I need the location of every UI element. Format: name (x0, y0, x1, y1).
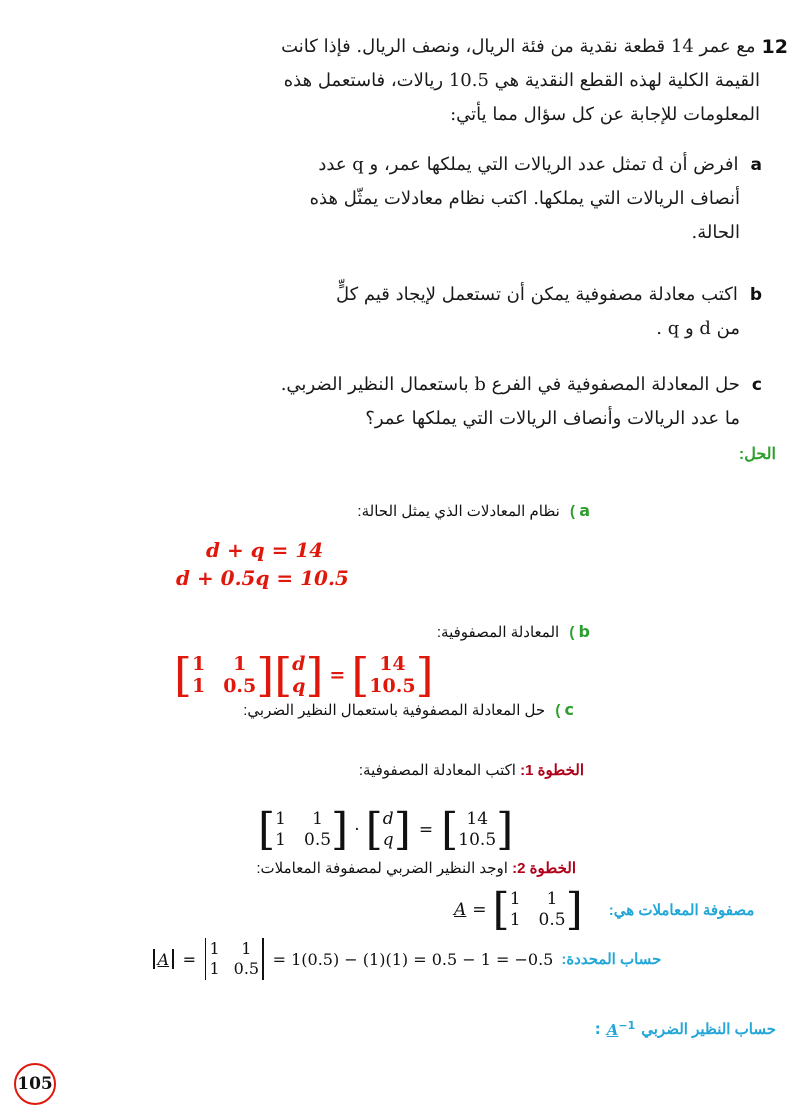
part-line: الحالة. (691, 222, 740, 243)
matrix-cell: q (292, 675, 306, 697)
matrix-cell: 1 (546, 889, 558, 909)
solution-b-label: b (578, 622, 590, 641)
matrix-cell: 1 (509, 910, 521, 930)
solution-a-text: نظام المعادلات الذي يمثل الحالة: (357, 503, 560, 520)
constant-vector: [ 14 10.5 ] (441, 804, 514, 855)
problem-12 (228, 30, 788, 132)
determinant-line: A = 1 1 1 0.5 = 1(0.5) − (1)(1) = 0.5 − 1 = −0.5 حساب المحددة: (150, 938, 661, 980)
matrix-cell: 0.5 (233, 959, 260, 978)
part-a (228, 148, 788, 250)
constant-vector: [ 14 10.5 ] (351, 648, 434, 702)
solution-c: c ) حل المعادلة المصفوفية باستعمال النظير الضربي: (243, 700, 574, 719)
determinant-label: حساب المحددة: (561, 951, 662, 968)
matrix-cell: 1 (209, 959, 220, 978)
determinant-matrix (202, 938, 267, 980)
solution-heading: الحل: (738, 446, 776, 463)
matrix-cell: 0.5 (538, 910, 566, 930)
page-number: 105 (17, 1074, 53, 1094)
inverse-exponent: −1 (618, 1019, 636, 1032)
part-label: a (750, 155, 762, 175)
problem-intro (228, 30, 788, 64)
matrix-cell: d (292, 653, 306, 675)
determinant-expression: = 1(0.5) − (1)(1) = 0.5 − 1 = −0.5 (272, 949, 554, 969)
solution-a: a ) نظام المعادلات الذي يمثل الحالة: (357, 501, 590, 520)
step-2 (256, 859, 576, 877)
matrix-cell: 1 (191, 675, 206, 697)
matrix-cell: 10.5 (458, 830, 497, 850)
step-1 (359, 761, 584, 779)
part-line: ما عدد الريالات وأنصاف الريالات التي يملكها عمر؟ (365, 408, 740, 429)
solution-a-label: a (579, 501, 590, 520)
problem-line: المعلومات للإجابة عن كل سؤال مما يأتي: (450, 104, 760, 125)
step-2-title: الخطوة 2: (512, 860, 576, 877)
matrix-cell: q (382, 830, 394, 850)
variable-vector: [ d q ] (274, 648, 324, 702)
determinant-symbol: A (157, 949, 170, 969)
part-line: افرض أن d تمثل عدد الريالات التي يملكها عمر، و q عدد (318, 154, 739, 175)
matrix-cell: 0.5 (223, 675, 257, 697)
matrix-cell: 1 (241, 939, 252, 958)
coefficient-matrix: [ 1 1 1 0.5 ] (258, 804, 349, 855)
inverse-label: حساب النظير الضربي (641, 1021, 776, 1038)
matrix-cell: 1 (275, 830, 286, 850)
solution-c-text: حل المعادلة المصفوفية باستعمال النظير الضربي: (243, 702, 546, 719)
step-1-title: الخطوة 1: (520, 762, 584, 779)
solution-b-text: المعادلة المصفوفية: (436, 624, 560, 641)
matrix-cell: 14 (379, 653, 406, 675)
bold-matrix-equation: [ 1 1 1 0.5 ] [ d q ] = [ 14 10.5 ] (174, 648, 434, 702)
matrix-cell: d (382, 809, 394, 829)
part-label: c (751, 375, 762, 395)
matrix-symbol: A (454, 900, 467, 920)
inverse-line (595, 1019, 776, 1039)
problem-line: القيمة الكلية لهذه القطع النقدية هي 10.5 ريالات، فاستعمل هذه (283, 70, 760, 91)
matrix-cell: 1 (191, 653, 206, 675)
part-line: حل المعادلة المصفوفية في الفرع b باستعمال النظير الضربي. (280, 374, 740, 395)
part-line: أنصاف الريالات التي يملكها. اكتب نظام معادلات يمثّل هذه (309, 188, 740, 209)
step-1-matrix-equation: [ 1 1 1 0.5 ] · [ d q ] = [ 14 10.5 ] (258, 804, 514, 855)
problem-number: 12 (761, 36, 788, 58)
matrix-cell: 1 (233, 653, 247, 675)
part-c (228, 368, 788, 436)
part-b (228, 278, 788, 346)
part-line: من d و q . (656, 318, 740, 339)
matrix-cell: 1 (275, 809, 286, 829)
inverse-symbol: A (606, 1021, 619, 1039)
equation-1: d + q = 14 (206, 538, 324, 562)
matrix-cell: 1 (209, 939, 220, 958)
solution-c-label: c (564, 700, 574, 719)
solution-b: b ) المعادلة المصفوفية: (436, 622, 590, 641)
matrix-cell: 14 (466, 809, 489, 829)
matrix-cell: 10.5 (369, 675, 416, 697)
coefficient-matrix-line: A = [ 1 1 1 0.5 ] مصفوفة المعاملات هي: (454, 884, 755, 935)
matrix-cell: 0.5 (304, 830, 332, 850)
problem-line: مع عمر 14 قطعة نقدية من فئة الريال، ونصف الريال. فإذا كانت (281, 36, 756, 57)
coefficient-matrix: [ 1 1 1 0.5 ] (492, 884, 583, 935)
part-line: اكتب معادلة مصفوفية يمكن أن تستعمل لإيجاد قيم كلٍّ (335, 284, 738, 305)
page-number-badge (14, 1063, 56, 1105)
variable-vector: [ d q ] (365, 804, 411, 855)
step-2-text: اوجد النظير الضربي لمصفوفة المعاملات: (256, 860, 508, 877)
part-label: b (749, 285, 762, 305)
step-1-text: اكتب المعادلة المصفوفية: (358, 762, 516, 779)
inverse-colon: : (594, 1020, 601, 1038)
coefficient-matrix: [ 1 1 1 0.5 ] (174, 648, 275, 702)
matrix-cell: 1 (509, 889, 521, 909)
coefficient-matrix-label: مصفوفة المعاملات هي: (608, 902, 755, 919)
matrix-cell: 1 (312, 809, 323, 829)
equation-2: d + 0.5q = 10.5 (176, 566, 349, 590)
